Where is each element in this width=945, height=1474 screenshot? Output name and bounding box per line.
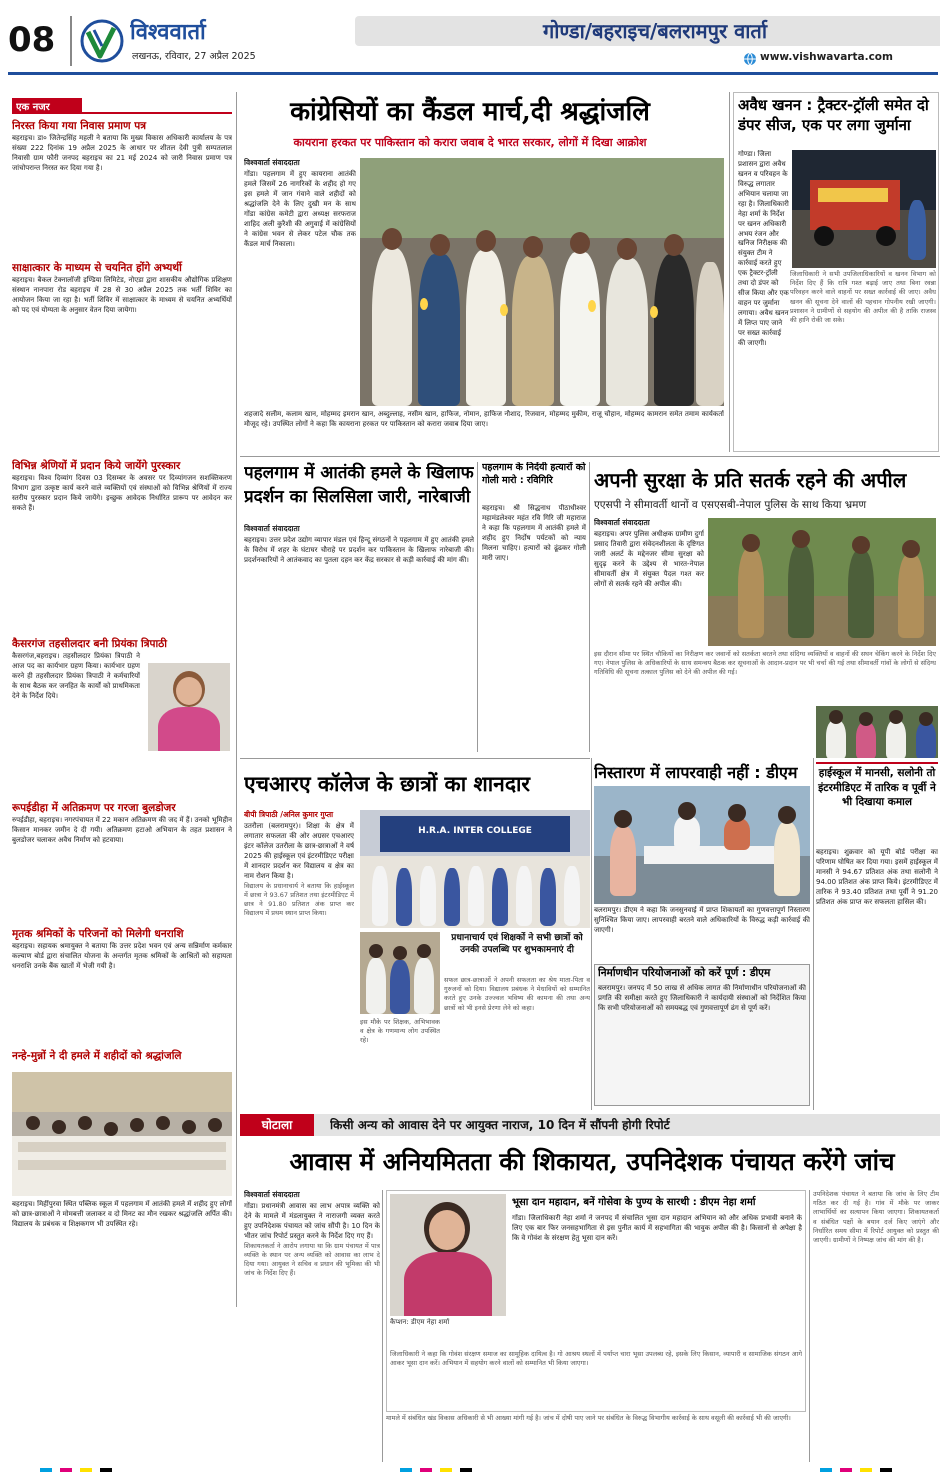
- nistaran-headline: निस्तारण में लापरवाही नहीं : डीएम: [594, 763, 798, 782]
- suraksha-headline: अपनी सुरक्षा के प्रति सतर्क रहने की अपील: [594, 468, 907, 492]
- brief-4: [12, 800, 232, 920]
- brief-1: [12, 260, 232, 450]
- lead-byline: विश्ववार्ता संवाददाता: [244, 158, 300, 167]
- awas-body-cont: मामले में संबंधित खंड विकास अधिकारी से भी आख्या मांगी गई है। जांच में दोषी पाए जाने पर संबंधित के विरुद्ध विभागीय कार्रवाई के साथ वसूली की कार्रवाई भी की जाएगी।: [386, 1414, 791, 1422]
- ravigiri-body: बहराइच। श्री सिद्धनाथ पीठाधीश्वर महामंडलेश्वर महंत रवि गिरि जी महाराज ने कहा कि पहलगाम में आतंकी हमले में शहीद हुए निर्दोष पर्यटकों को न्याय मिलना चाहिए। हत्यारों को ढूंढकर गोली मारी जाए।: [482, 504, 586, 562]
- side-story-body: गोण्डा। जिला प्रशासन द्वारा अवैध खनन व परिवहन के विरुद्ध लगातार अभियान चलाया जा रहा है। जिलाधिकारी नेहा शर्मा के निर्देश पर खनन अधिकारी अभय रंजन और खनिज निरीक्षक की संयुक्त टीम ने कार्रवाई करते हुए एक ट्रैक्टर-ट्रॉली तथा दो डंपर को सीज किया और एक वाहन पर जुर्माना लगाया। अवैध खनन में लिप्त पाए जाने पर सख्त कार्रवाई की जाएगी।: [738, 150, 789, 347]
- brief-4-body: रुपईडीहा, बहराइच। नगरपंचायत में 22 मकान अतिक्रमण की जद में हैं। उनको भूमिहीन किसान मानकर जमीन दे दी गयी। अतिक्रमण हटाओ अभियान के तहत प्रशासन ने बुलडोजर चलाकर अवैध निर्माण को हटवाया।: [12, 816, 232, 844]
- awas-story: विश्ववार्ता संवाददाता गोंडा। प्रधानमंत्री आवास का लाभ अपात्र व्यक्ति को देने के मामले में मंडलायुक्त ने नाराजगी व्यक्त करते हुए उपनिदेशक पंचायत को जांच सौंपी है। 10 दिन के भीतर जांच रिपोर्ट प्रस्तुत करने के निर्देश दिए गए हैं। शिकायतकर्ता ने आरोप लगाया था कि ग्राम पंचायत में पात्र व्यक्ति के स्थान पर अन्य व्यक्ति को आवास का लाभ दे दिया गया। आयुक्त ने सचिव व प्रधान की भूमिका की भी जांच के निर्देश दिए हैं।: [244, 1190, 380, 1278]
- schoolgirl-divider: [813, 758, 814, 1110]
- mid-divider-2: [589, 462, 590, 752]
- lead-headline: कांग्रेसियों का कैंडल मार्च,दी श्रद्धांजलि: [290, 97, 650, 127]
- nirman-headline: निर्माणधीन परियोजनाओं को करें पूर्ण : डीएम: [598, 967, 771, 979]
- pahalgam-protest-headline: पहलगाम में आतंकी हमले के खिलाफ प्रदर्शन का सिलसिला जारी, नारेबाजी: [244, 463, 474, 507]
- bhusa-headline: भूसा दान महादान, बनें गोसेवा के पुण्य के सारथी : डीएम नेहा शर्मा: [512, 1197, 756, 1208]
- pahalgam-protest-byline: विश्ववार्ता संवाददाता: [244, 524, 300, 533]
- side-story-divider: [729, 92, 730, 452]
- nirman-body: बलरामपुर। जनपद में 50 लाख से अधिक लागत की निर्माणाधीन परियोजनाओं की प्रगति की समीक्षा करते हुए जिलाधिकारी ने कार्यदायी संस्थाओं को निर्देशित किया कि सभी परियोजनाओं को समयबद्ध एवं गुणवत्तापूर्ण ढंग से पूर्ण करें।: [598, 984, 806, 1012]
- side-story-body-lower: जिलाधिकारी ने सभी उपजिलाधिकारियों व खनन विभाग को निर्देश दिए हैं कि रात्रि गश्त बढ़ाई जाए तथा बिना रवन्ना परिवहन करने वाले वाहनों पर सख्त कार्रवाई की जाए। अवैध खनन की सूचना देने वालों की पहचान गोपनीय रखी जाएगी। प्रशासन ने ग्रामीणों से सहयोग की अपील की है ताकि राजस्व की हानि रोकी जा सके।: [790, 270, 936, 325]
- lead-subhead: कायराना हरकत पर पाकिस्तान को करारा जवाब दे भारत सरकार, लोगों में दिखा आक्रोश: [293, 136, 647, 149]
- brief-6-headline: नन्हे-मुन्नों ने दी हमले में शहीदों को श्रद्धांजलि: [12, 1050, 182, 1062]
- awas-divider-2: [809, 1190, 810, 1462]
- lead-body-bottom: शहजादे सलीम, कलाम खान, मोहम्मद इमरान खान, अब्दुल्लाह, नसीम खान, हाफिज, नोमान, हाफिज नौशाद, रिजवान, मोहम्मद मुकीम, राजू चौहान, मोहम्मद कामरान समेत तमाम कार्यकर्ता मौजूद रहे। उपस्थित लोगों ने कहा कि कायराना हरकत पर पाकिस्तान को करारा जवाब दिया जाए।: [244, 410, 724, 428]
- brief-3-headline: कैसरगंज तहसीलदार बनी प्रियंका त्रिपाठी: [12, 638, 167, 650]
- pahalgam-protest-body: बहराइच। उत्तर प्रदेश उद्योग व्यापार मंडल एवं हिन्दू संगठनों ने पहलगाम में हुए आतंकी हमले के विरोध में शहर के घंटाघर चौराहे पर प्रदर्शन कर पाकिस्तान के खिलाफ नारेबाजी की। प्रदर्शनकारियों ने आतंकवाद का पुतला दहन कर केंद्र सरकार से कड़ी कार्रवाई की मांग की।: [244, 536, 474, 564]
- hra-story: बीपी त्रिपाठी /अनिल कुमार गुप्ता उतरौला (बलरामपुर)। शिक्षा के क्षेत्र में लगातार सफलता की ओर अग्रसर एचआरए इंटर कॉलेज उतरौला के छात्र-छात्राओं ने वर्ष 2025 की हाईस्कूल एवं इंटरमीडिएट परीक्षा में शानदार प्रदर्शन कर विद्यालय व क्षेत्र का नाम रोशन किया है। विद्यालय के प्रधानाचार्य ने बताया कि हाईस्कूल में छात्रा ने 93.67 प्रतिशत तथा इंटरमीडिएट में छात्र ने 91.80 प्रतिशत अंक प्राप्त कर विद्यालय में प्रथम स्थान प्राप्त किया।: [244, 810, 354, 918]
- brief-0-body: बहराइच। डा० जितेन्द्रसिंह महली ने बताया कि मुख्य विकास अधिकारी कार्यालय के पत्र संख्या 222 दिनांक 19 अप्रैल 2025 के आधार पर शीतल देवी पुत्री सम्पतलाल निवासी ग्राम फौरी जनपद बहराइच का 21 मई 2024 को जारी निवास प्रमाण पत्र जांचोपरान्त निरस्त कर दिया गया है।: [12, 134, 232, 172]
- hra-students-photo: [360, 932, 440, 1014]
- masthead-rule: [8, 72, 938, 75]
- dm-meeting-photo: [594, 786, 810, 904]
- brand-logo-icon: [78, 18, 126, 64]
- dm-neha-sharma-photo: [390, 1194, 506, 1316]
- nistaran-body: बलरामपुर। डीएम ने कहा कि जनसुनवाई में प्राप्त शिकायतों का गुणवत्तापूर्ण निस्तारण सुनिश्चित किया जाए। लापरवाही बरतने वाले अधिकारियों के विरुद्ध कड़ी कार्रवाई की जाएगी।: [594, 906, 810, 934]
- ravigiri-headline: पहलगाम के निर्दयी हत्यारों को गोली मारो : रविगिरि: [482, 462, 586, 486]
- hra-body: उतरौला (बलरामपुर)। शिक्षा के क्षेत्र में लगातार सफलता की ओर अग्रसर एचआरए इंटर कॉलेज उतरौला के छात्र-छात्राओं ने वर्ष 2025 की हाईस्कूल एवं इंटरमीडिएट परीक्षा में शानदार प्रदर्शन कर विद्यालय व क्षेत्र का नाम रोशन किया है।: [244, 822, 354, 880]
- brief-1-body: बहराइच। बैकल टेक्नालॉजी इण्डिया लिमिटेड, नोएडा द्वारा शासकीय औद्योगिक प्रशिक्षण संस्थान नानपारा रोड बहराइच में 28 से 30 अप्रैल 2025 तक भर्ती शिविर का आयोजन किया जा रहा है। भर्ती शिविर में साक्षात्कार के माध्यम से चयनित अभ्यर्थियों को पद एवं योग्यता के अनुसार वेतन दिया जायेगा।: [12, 276, 232, 314]
- brief-6-body: बहराइच। मिहींपुरवा स्थित पब्लिक स्कूल में पहलगाम में आतंकी हमले में शहीद हुए लोगों को छात्र-छात्राओं ने मोमबत्ती जलाकर व दो मिनट का मौन रखकर श्रद्धांजलि अर्पित की। विद्यालय के प्रबंधक व शिक्षकगण भी उपस्थित रहे।: [12, 1200, 232, 1228]
- left-column-divider: [236, 92, 237, 1307]
- brief-1-headline: साक्षात्कार के माध्यम से चयनित होंगे अभ्यर्थी: [12, 262, 182, 274]
- print-registration-strip: [0, 1466, 945, 1474]
- awas-byline: विश्ववार्ता संवाददाता: [244, 1190, 300, 1199]
- school-children-photo: [12, 1072, 232, 1196]
- brief-3-body: कैसरगंज,बहराइच। तहसीलदार प्रियंका त्रिपाठी ने आज पद का कार्यभार ग्रहण किया। कार्यभार ग्रहण करने ही तहसीलदार प्रियंका त्रिपाठी ने कर्मचारियों के साथ बैठक कर जनहित के कार्यों को प्राथमिकता देने के निर्देश दिये।: [12, 652, 143, 700]
- brief-0: [12, 118, 232, 258]
- suraksha-byline: विश्ववार्ता संवाददाता: [594, 518, 650, 527]
- bhusa-body-cont: जिलाधिकारी ने कहा कि गोवंश संरक्षण समाज का सामूहिक दायित्व है। गो आश्रय स्थलों में पर्याप्त चारा भूसा उपलब्ध रहे, इसके लिए किसान, व्यापारी व सामाजिक संगठन आगे आकर भूसा दान करें। अभियान में सहयोग करने वालों को सम्मानित भी किया जाएगा।: [390, 1350, 802, 1368]
- edition-title: गोण्डा/बहराइच/बलरामपुर वार्ता: [542, 19, 768, 43]
- masthead: [0, 0, 945, 80]
- candle-march-photo: [360, 158, 724, 406]
- side-story-headline: अवैध खनन : ट्रैक्टर-ट्रॉली समेत दो डंपर सीज, एक पर लगा जुर्माना: [738, 96, 929, 135]
- ek-nazar-label: एक नजर: [16, 102, 50, 113]
- brief-0-headline: निरस्त किया गया निवास प्रमाण पत्र: [12, 120, 147, 132]
- awas-headline: आवास में अनियमितता की शिकायत, उपनिदेशक पंचायत करेंगे जांच: [289, 1147, 895, 1176]
- ek-nazar-rule: [82, 112, 232, 114]
- pahalgam-protest-story: [244, 524, 474, 760]
- brief-4-headline: रूपईडीहा में अतिक्रमण पर गरजा बुलडोजर: [12, 802, 176, 814]
- page-number: 08: [8, 20, 56, 60]
- brief-2-headline: विभिन्न श्रेणियों में प्रदान किये जायेंगे पुरस्कार: [12, 460, 181, 472]
- suraksha-body: बहराइच। अपर पुलिस अधीक्षक ग्रामीण दुर्गा प्रसाद तिवारी द्वारा संवेदनशीलता के दृष्टिगत जारी अलर्ट के मद्देनजर सीमा सुरक्षा को सुदृढ़ करने के उद्देश्य से भारत-नेपाल सीमावर्ती क्षेत्र में संयुक्त पैदल गश्त कर लोगों से सतर्क रहने की अपील की।: [594, 530, 704, 588]
- schoolgirl-photo-box: [816, 762, 938, 764]
- city-date: लखनऊ, रविवार, 27 अप्रैल 2025: [132, 51, 256, 62]
- brief-5: [12, 926, 232, 1046]
- hra-photo-caption: प्रधानाचार्य एवं शिक्षकों ने सभी छात्रों को उनकी उपलब्धि पर शुभकामनाएं दी: [451, 933, 583, 956]
- page-number-divider: [70, 16, 72, 66]
- brand-name: विश्ववार्ता: [130, 19, 206, 45]
- border-patrol-photo: [708, 518, 936, 646]
- suraksha-story: [594, 518, 704, 628]
- hra-body-cont-2: इस मौके पर शिक्षक, अभिभावक व क्षेत्र के गणमान्य लोग उपस्थित रहे।: [360, 1018, 440, 1045]
- nistaran-divider: [591, 758, 592, 1110]
- mid-row-rule: [240, 456, 940, 457]
- lead-body-left: गोंडा। पहलगाम में हुए कायराना आतंकी हमले जिसमें 26 नागरिकों के शहीद हो गए इस हमले में जान गंवाने वाले शहीदों को श्रद्धांजलि देने के लिए दुखी मन के साथ गोंडा कांग्रेस कमेटी द्वारा अध्यक्ष सरफराज शाहिद अली कुरैशी की अगुवाई में कांग्रेसियों ने कांग्रेस भवन से लेकर पटेल चौक तक कैंडल मार्च निकाला।: [244, 170, 356, 248]
- tractor-photo: [792, 150, 936, 268]
- ghotala-text: किसी अन्य को आवास देने पर आयुक्त नाराज, 10 दिन में सौंपनी होगी रिपोर्ट: [330, 1118, 670, 1132]
- hra-college-photo: [360, 810, 590, 928]
- brief-2: [12, 458, 232, 628]
- hra-sign-text: H.R.A. INTER COLLEGE: [418, 826, 532, 836]
- brief-2-body: बहराइच। विश्व दिव्यांग दिवस 03 दिसम्बर के अवसर पर दिव्यांगजन सशक्तिकरण विभाग द्वारा उत्कृष्ट कार्य करने वाले व्यक्तियों एवं संस्थाओं को विभिन्न श्रेणियों में राज्य स्तरीय पुरस्कार प्रदान किये जायेंगे। इच्छुक आवेदक निर्धारित प्रारूप पर आवेदन कर सकते हैं।: [12, 474, 232, 512]
- tahsildar-photo: [148, 663, 230, 751]
- suraksha-subhead: एएसपी ने सीमावर्ती थानों व एसएसबी-नेपाल पुलिस के साथ किया भ्रमण: [594, 499, 867, 511]
- hra-byline: बीपी त्रिपाठी /अनिल कुमार गुप्ता: [244, 810, 334, 819]
- website-url[interactable]: www.vishwavarta.com: [760, 51, 893, 63]
- mid-divider-1: [477, 462, 478, 752]
- schoolgirl-headline: हाईस्कूल में मानसी, सलोनी तो इंटरमीडिएट में तारिक व पूर्वी ने भी दिखाया कमाल: [818, 767, 936, 809]
- suraksha-body-cont: इस दौरान सीमा पर स्थित चौकियों का निरीक्षण कर जवानों को सतर्कता बरतने तथा संदिग्ध व्यक्तियों व वाहनों की सघन चेकिंग करने के निर्देश दिए गए। नेपाल पुलिस के अधिकारियों के साथ समन्वय बैठक कर सूचनाओं के आदान-प्रदान पर भी चर्चा की गई तथा सीमावर्ती गांवों के लोगों से संदिग्ध गतिविधि की सूचना तत्काल पुलिस को देने की अपील की गई।: [594, 650, 936, 677]
- awas-body: गोंडा। प्रधानमंत्री आवास का लाभ अपात्र व्यक्ति को देने के मामले में मंडलायुक्त ने नाराजगी व्यक्त करते हुए उपनिदेशक पंचायत को जांच सौंपी है। 10 दिन के भीतर जांच रिपोर्ट प्रस्तुत करने के निर्देश दिए गए हैं।: [244, 1202, 380, 1240]
- schoolgirl-body: बहराइच। शुक्रवार को यूपी बोर्ड परीक्षा का परिणाम घोषित कर दिया गया। इसमें हाईस्कूल में मानसी ने 94.67 प्रतिशत अंक तथा सलोनी ने 94.00 प्रतिशत अंक प्राप्त किये। इंटरमीडिएट में तारिक ने 93.40 प्रतिशत तथा पूर्वी ने 91.20 प्रतिशत अंक प्राप्त कर सफलता हासिल की।: [816, 848, 938, 906]
- results-students-photo: [816, 706, 938, 758]
- hra-row-rule: [240, 758, 590, 759]
- hra-headline: एचआरए कॉलेज के छात्रों का शानदार: [244, 771, 530, 796]
- brief-5-headline: मृतक श्रमिकों के परिजनों को मिलेगी धनराशि: [12, 928, 184, 940]
- globe-icon: [743, 51, 757, 65]
- lead-text-column: [244, 158, 356, 368]
- bhusa-body: गोंडा। जिलाधिकारी नेहा शर्मा ने जनपद में संचालित भूसा दान महादान अभियान को और अधिक प्रभावी बनाने के लिए एक बार फिर जनसहभागिता से इस पुनीत कार्य में सहभागिता की भावुक अपील की है। किसानों से अपेक्षा है कि वे गोवंश के संरक्षण हेतु भूसा दान करें।: [512, 1214, 802, 1242]
- hra-body-cont: सफल छात्र-छात्राओं ने अपनी सफलता का श्रेय माता-पिता व गुरुजनों को दिया। विद्यालय प्रबंधक ने मेधावियों को सम्मानित करते हुए उनके उज्ज्वल भविष्य की कामना की तथा अन्य छात्रों को भी इनसे प्रेरणा लेने को कहा।: [444, 976, 590, 1012]
- brief-5-body: बहराइच। सहायक श्रमायुक्त ने बताया कि उत्तर प्रदेश भवन एवं अन्य सन्निर्माण कर्मकार कल्याण बोर्ड द्वारा संचालित योजना के अन्तर्गत मृतक श्रमिकों के आश्रितों को सहायता धनराशि उनके बैंक खातों में भेजी गयी है।: [12, 942, 232, 970]
- ghotala-tag: घोटाला: [240, 1114, 314, 1136]
- awas-right-column: उपनिदेशक पंचायत ने बताया कि जांच के लिए टीम गठित कर दी गई है। गांव में मौके पर जाकर लाभार्थियों का सत्यापन किया जाएगा। शिकायतकर्ता व संबंधित पक्षों के बयान दर्ज किए जाएंगे और निर्धारित समय सीमा में रिपोर्ट आयुक्त को प्रस्तुत की जाएगी। ग्रामीणों ने निष्पक्ष जांच की मांग की है।: [813, 1190, 939, 1245]
- brief-6: [12, 1048, 232, 1072]
- bhusa-caption: कैप्शन: डीएम नेहा शर्मा: [390, 1318, 450, 1326]
- awas-divider-1: [382, 1190, 383, 1462]
- lead-body-left-cont: [244, 370, 356, 408]
